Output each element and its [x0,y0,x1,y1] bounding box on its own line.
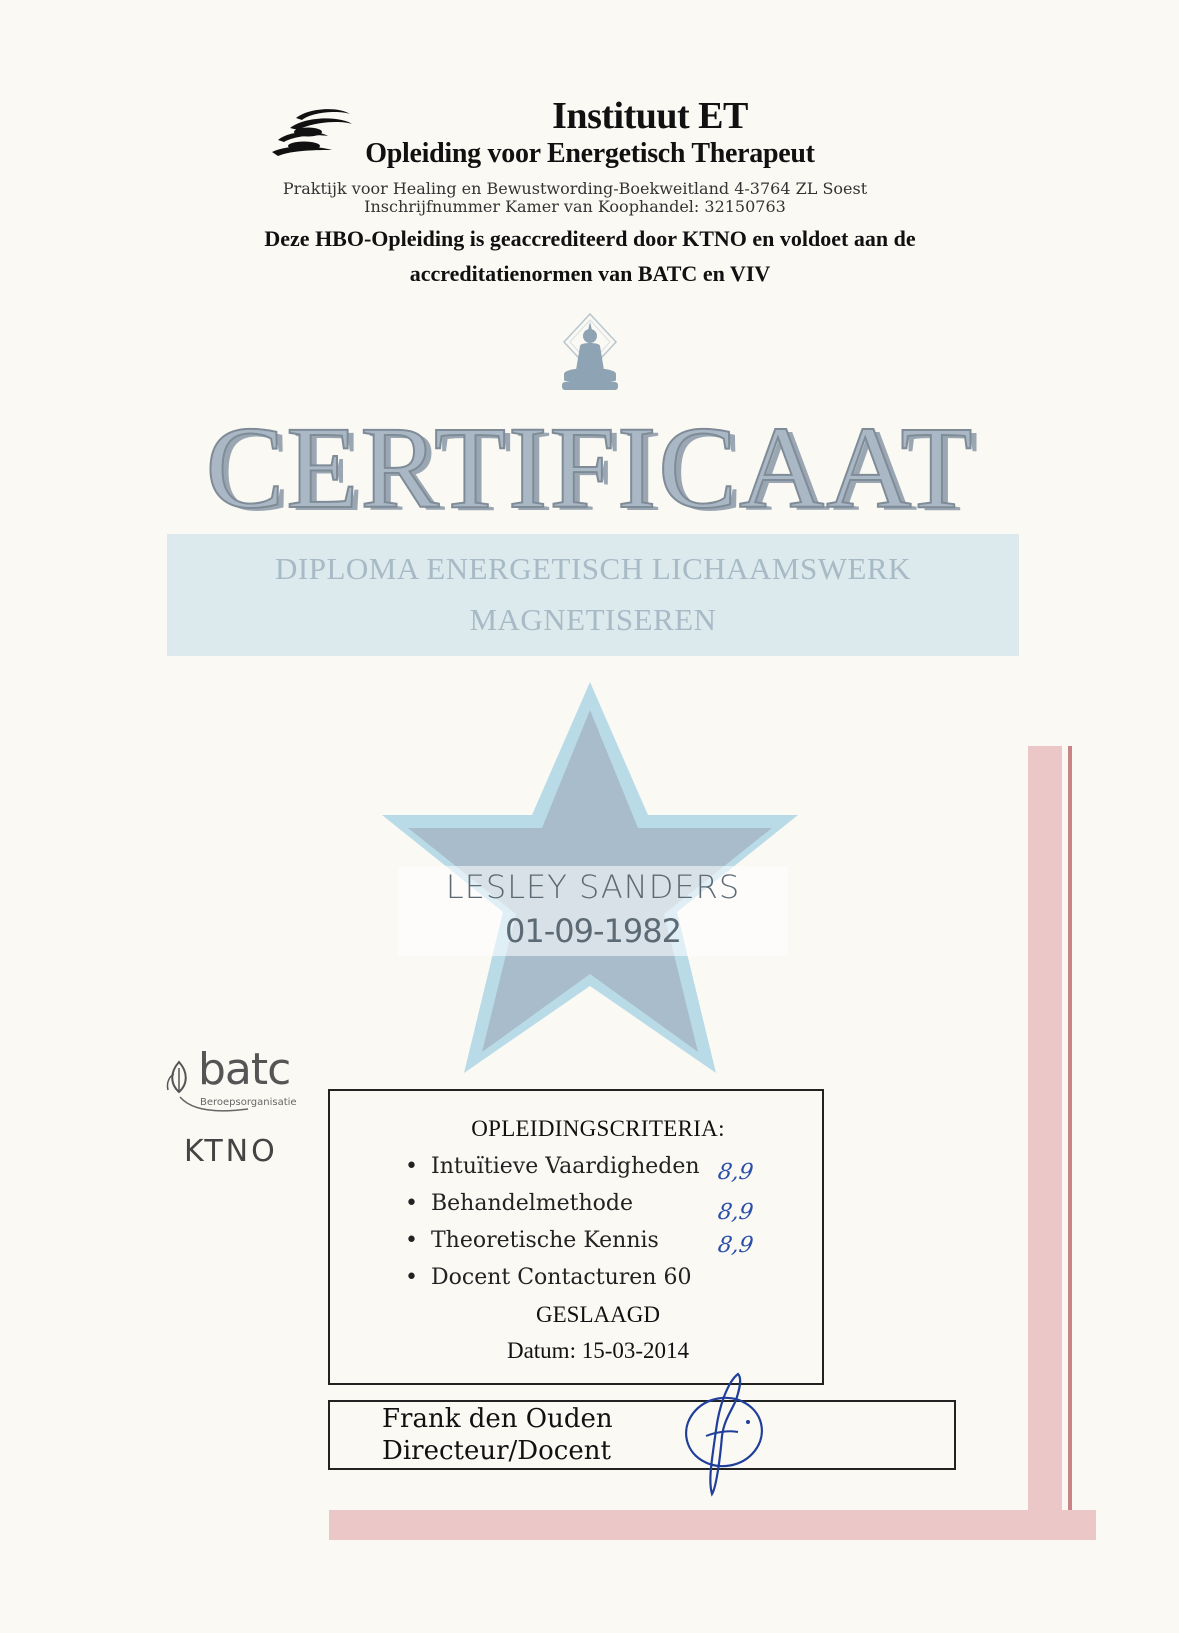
accreditation-line-1: Deze HBO-Opleiding is geaccrediteerd door KTNO en voldoet aan de [264,226,916,251]
certificate-title: CERTIFICAAT [205,402,975,533]
diploma-specialization: MAGNETISEREN [469,602,717,637]
institute-name: Instituut ET [552,95,748,137]
leaf-icon [164,1060,194,1094]
criteria-item: • Intuïtieve Vaardigheden [405,1154,700,1179]
student-birth-date: 01-09-1982 [505,912,681,950]
criteria-grade: 8,9 [716,1233,755,1258]
address: Praktijk voor Healing en Bewustwording-Boekweitland 4-3764 ZL Soest [282,179,868,198]
criteria-grade: 8,9 [716,1160,755,1185]
frame-vertical-bar [1028,746,1062,1514]
result-status: GESLAAGD [536,1302,660,1327]
student-name: LESLEY SANDERS [445,868,741,906]
criteria-grade: 8,9 [716,1200,755,1225]
batc-subtitle: Beroepsorganisatie [200,1097,297,1108]
registration-number: Inschrijfnummer Kamer van Koophandel: 32150763 [364,197,786,216]
buddha-icon [550,312,630,404]
signature-icon [676,1370,776,1500]
signatory-name: Frank den Ouden [382,1404,613,1434]
criteria-heading: OPLEIDINGSCRITERIA: [471,1116,725,1141]
program-title: Opleiding voor Energetisch Therapeut [365,138,815,169]
issue-date: Datum: 15-03-2014 [506,1338,690,1363]
criteria-item: • Docent Contacturen 60 [405,1265,692,1290]
frame-horizontal-bar [329,1510,1096,1540]
accreditation-line-2: accreditatienormen van BATC en VIV [409,261,771,286]
criteria-item: • Behandelmethode [405,1191,634,1216]
diploma-title: DIPLOMA ENERGETISCH LICHAAMSWERK [275,551,911,586]
signatory-role: Directeur/Docent [382,1436,611,1466]
frame-vertical-line [1068,746,1072,1514]
ktno-logo: KTNO [184,1134,278,1169]
batc-logo: batc [198,1044,291,1095]
criteria-item: • Theoretische Kennis [405,1228,659,1253]
